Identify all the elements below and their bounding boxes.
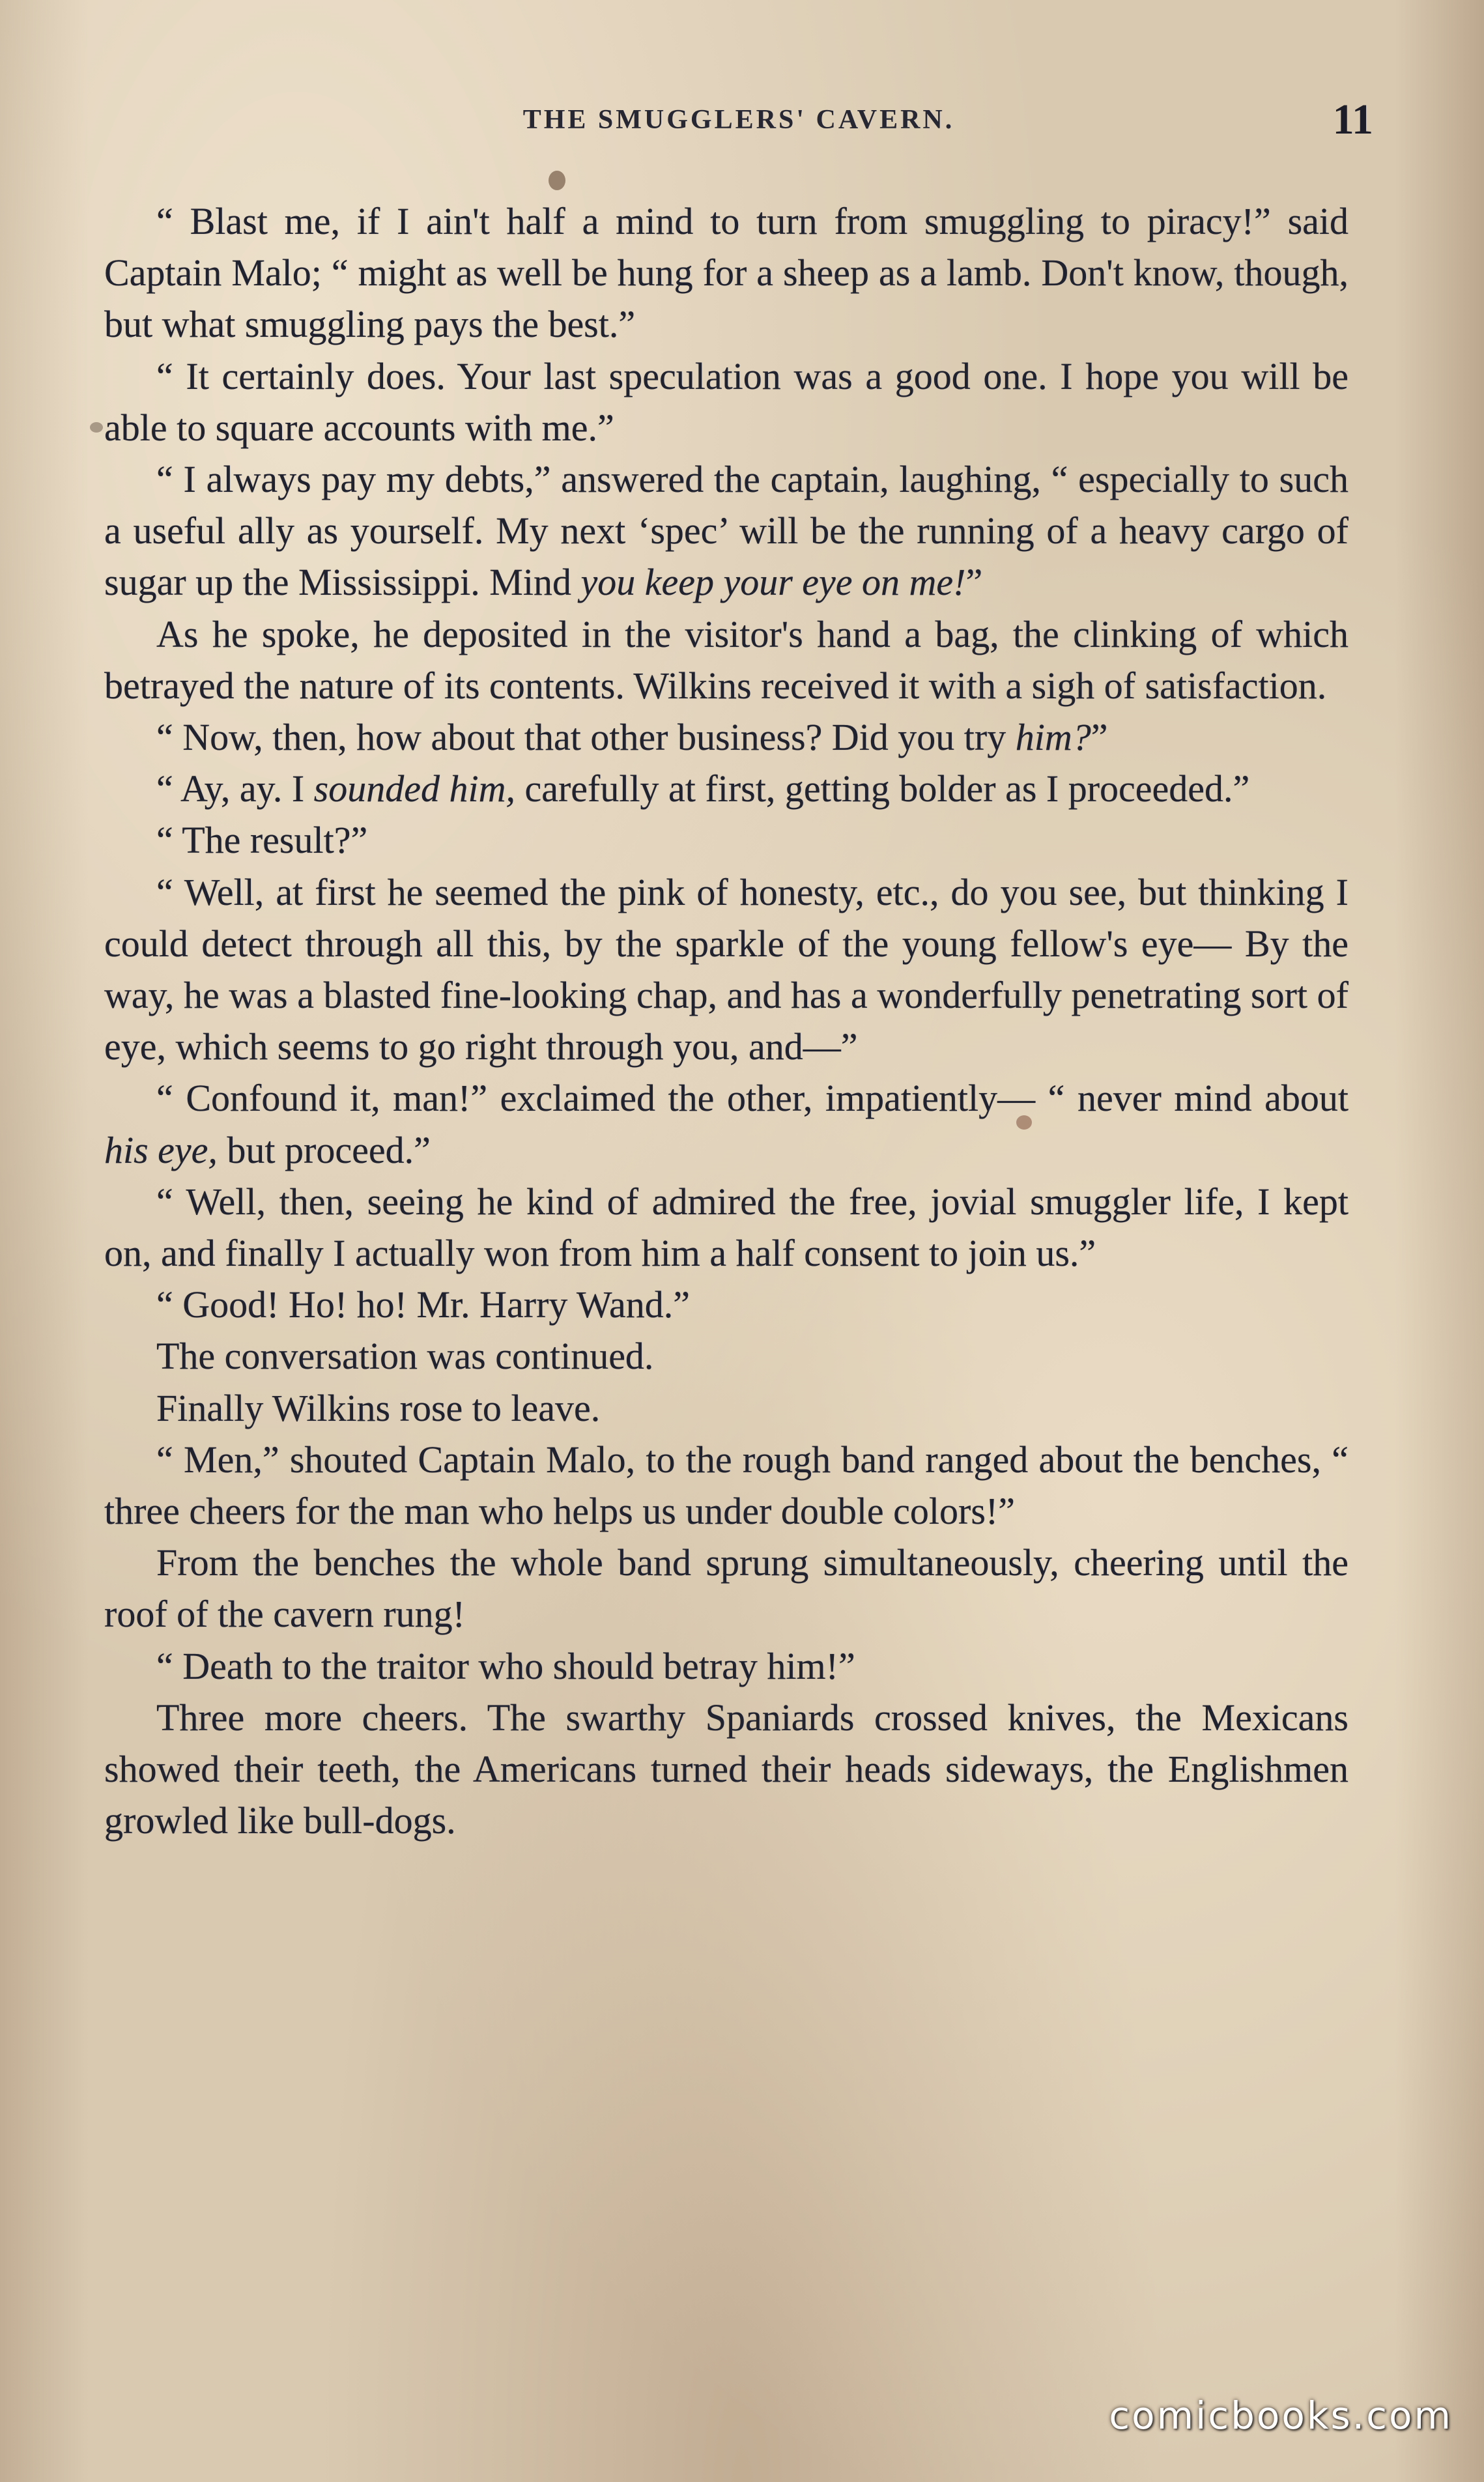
italic-text: him? xyxy=(1015,716,1091,759)
paragraph xyxy=(104,1537,1348,1640)
paragraph xyxy=(104,350,1348,453)
paragraph xyxy=(104,1434,1348,1537)
running-title: THE SMUGGLERS' CAVERN. xyxy=(522,105,955,135)
text-run: “ Ay, ay. I xyxy=(156,767,314,810)
text-run: “ Good! Ho! ho! Mr. Harry Wand.” xyxy=(156,1283,690,1326)
body-text xyxy=(104,195,1348,1847)
text-run: As he spoke, he deposited in the visitor's hand a bag, the clinking of which betrayed the nature of its contents. Wilkins received it with a sigh of satisfaction. xyxy=(104,612,1348,707)
text-run: carefully at first, getting bolder as I proceeded.” xyxy=(515,767,1250,810)
paragraph xyxy=(104,866,1348,1073)
text-run: “ It certainly does. Your last speculation was a good one. I hope you will be able to square accounts with me.” xyxy=(104,354,1348,449)
text-run: “ Well, at first he seemed the pink of honesty, etc., do you see, but thinking I could detect through all this, by the sparkle of the young fellow's eye— By the way, he was a blasted fine-looking chap, and has a wonderfully penetrating sort of eye, which seems to go right through you, and—” xyxy=(104,870,1348,1068)
italic-text: sounded him, xyxy=(313,767,515,810)
text-run: “ Now, then, how about that other business? Did you try xyxy=(156,716,1016,759)
paragraph xyxy=(104,1640,1348,1692)
text-run: “ Confound it, man!” exclaimed the other, impatiently— “ never mind about xyxy=(156,1077,1348,1120)
running-head xyxy=(104,91,1373,143)
text-run: “ Well, then, seeing he kind of admired the free, jovial smuggler life, I kept on, and finally I actually won from him a half consent to join us.” xyxy=(104,1180,1348,1275)
ink-stain xyxy=(549,171,565,190)
text-run: ” xyxy=(1091,716,1108,759)
paragraph xyxy=(104,608,1348,711)
ink-stain xyxy=(90,422,103,433)
paragraph xyxy=(104,711,1348,763)
text-run: but proceed.” xyxy=(217,1128,431,1171)
text-run: “ Blast me, if I ain't half a mind to turn from smuggling to piracy!” said Captain Malo; “ might as well be hung for a sheep as a lamb. Don't know, though, but what smuggling pays the best.” xyxy=(104,200,1348,346)
paragraph xyxy=(104,1692,1348,1847)
text-run: Three more cheers. The swarthy Spaniards crossed knives, the Mexicans showed their teeth, the Americans turned their heads sideways, the Englishmen growled like bull-dogs. xyxy=(104,1696,1348,1842)
text-run: “ Death to the traitor who should betray him!” xyxy=(156,1644,855,1687)
paragraph xyxy=(104,1072,1348,1175)
italic-text: you keep your eye on me! xyxy=(580,561,966,604)
paragraph xyxy=(104,195,1348,350)
page-number: 11 xyxy=(1332,96,1373,143)
paragraph xyxy=(104,1382,1348,1434)
text-run: “ Men,” shouted Captain Malo, to the rough band ranged about the benches, “ three cheers for the man who helps us under double colors!” xyxy=(104,1438,1348,1533)
paragraph xyxy=(104,1176,1348,1279)
text-run: The conversation was continued. xyxy=(156,1335,654,1378)
text-run: Finally Wilkins rose to leave. xyxy=(156,1386,601,1429)
paragraph xyxy=(104,1330,1348,1382)
paragraph xyxy=(104,1279,1348,1330)
paragraph xyxy=(104,763,1348,814)
text-run: “ The result?” xyxy=(156,819,368,862)
paragraph xyxy=(104,453,1348,608)
italic-text: his eye, xyxy=(104,1128,218,1171)
text-run: ” xyxy=(965,561,983,604)
text-run: “ I always pay my debts,” answered the captain, laughing, “ especially to such a useful ally as yourself. My next ‘spec’ will be the running of a heavy cargo of sugar up the Mississippi. Mind xyxy=(104,458,1348,604)
text-run: From the benches the whole band sprung simultaneously, cheering until the roof of the cavern rung! xyxy=(104,1541,1348,1636)
watermark: comicbooks.com xyxy=(1109,2393,1453,2438)
paragraph xyxy=(104,814,1348,866)
